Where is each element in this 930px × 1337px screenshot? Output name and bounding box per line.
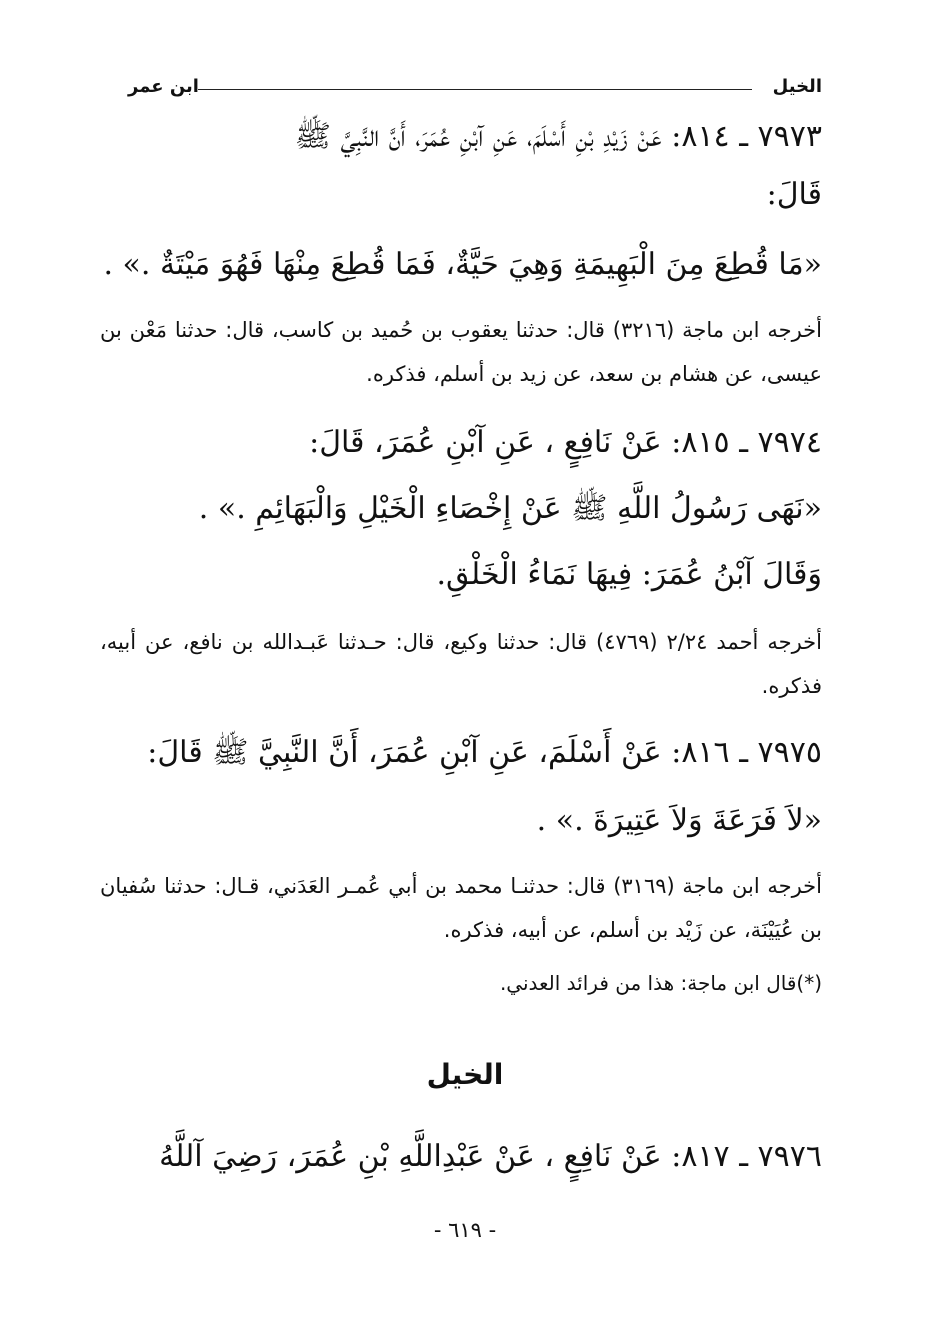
hadith-7973-line-1: ٧٩٧٣ ـ ٨١٤: عَنْ زَيْدِ بْنِ أَسْلَمَ، عَنِ آبْنِ عُمَرَ، أَنَّ النَّبِيَّ ﷺ	[294, 119, 822, 154]
running-head-narrator: ابن عمر	[128, 76, 199, 97]
hadith-7975-matn: «لاَ فَرَعَةَ وَلاَ عَتِيرَةَ .» .	[536, 803, 822, 838]
hadith-7975-footnote: (*)قال ابن ماجة: هذا من فرائد العدني.	[499, 971, 822, 995]
hadith-7974-line-3: وَقَالَ آبْنُ عُمَرَ: فِيهَا نَمَاءُ الْخَلْقِ.	[436, 557, 822, 592]
hadith-7974-line-1: ٧٩٧٤ ـ ٨١٥: عَنْ نَافِعٍ ، عَنِ آبْنِ عُمَرَ، قَالَ:	[309, 425, 822, 460]
hadith-7973-line-2: قَالَ:	[766, 177, 822, 212]
hadith-7974-matn: «نَهَى رَسُولُ اللَّهِ ﷺ عَنْ إِخْصَاءِ الْخَيْلِ وَالْبَهَائِمِ .» .	[198, 491, 822, 526]
hadith-7975-line-1: ٧٩٧٥ ـ ٨١٦: عَنْ أَسْلَمَ، عَنِ آبْنِ عُمَرَ، أَنَّ النَّبِيَّ ﷺ قَالَ:	[147, 735, 822, 770]
hadith-7974-reference: أخرجه أحمد ٢/٢٤ (٤٧٦٩) قال: حدثنا وكيع، قال: حـدثنا عَبـدالله بن نافع، عن أبيه، فذكره.	[100, 630, 822, 698]
page-number: - ٦١٩ -	[433, 1218, 497, 1242]
hadith-7973-reference: أخرجه ابن ماجة (٣٢١٦) قال: حدثنا يعقوب بن حُميد بن كاسب، قال: حدثنا مَعْن بن عيسى، عن هشام بن سعد، عن زيد بن أسلم، فذكره.	[100, 318, 822, 386]
hadith-7976-line-1: ٧٩٧٦ ـ ٨١٧: عَنْ نَافِعٍ ، عَنْ عَبْدِاللَّهِ بْنِ عُمَرَ، رَضِيَ آللَّهُ	[159, 1139, 822, 1174]
hadith-7975-reference: أخرجه ابن ماجة (٣١٦٩) قال: حدثنـا محمد بن أبي عُمـر العَدَني، قـال: حدثنا سُفيان بن عُيَيْنَة، عن زَيْد بن أسلم، عن أبيه، فذكره.	[100, 874, 822, 942]
running-head-chapter: الخيل	[772, 76, 822, 97]
running-head-rule	[198, 89, 752, 90]
section-title: الخيل	[426, 1058, 504, 1091]
running-head	[128, 76, 822, 100]
hadith-7973-matn: «مَا قُطِعَ مِنَ الْبَهِيمَةِ وَهِيَ حَيَّةٌ، فَمَا قُطِعَ مِنْهَا فَهُوَ مَيْتَةٌ .» .	[103, 247, 822, 282]
